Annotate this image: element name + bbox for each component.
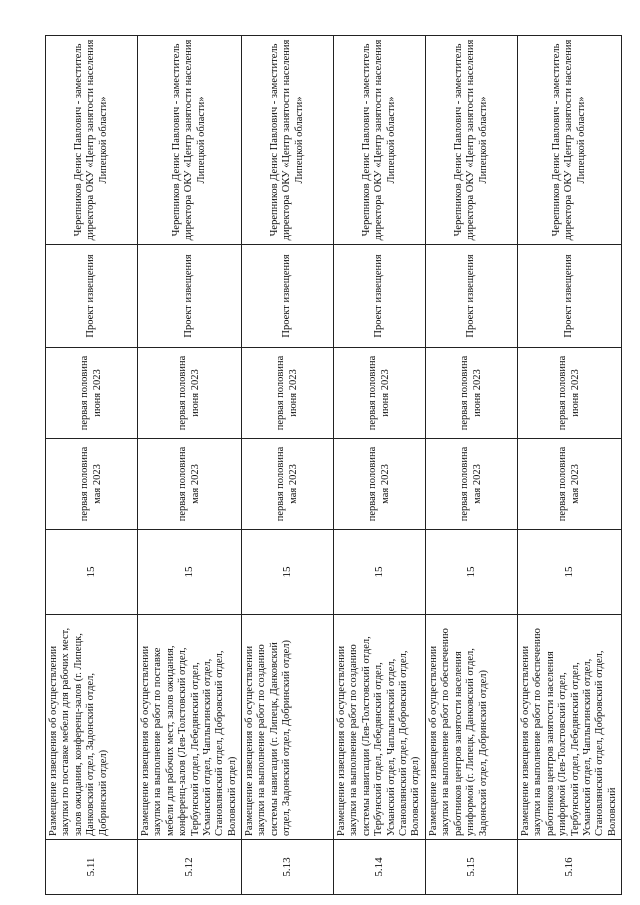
- table-row: [334, 36, 426, 895]
- row-start-date: первая половина мая 2023: [138, 439, 242, 530]
- row-quantity: 15: [46, 530, 138, 615]
- row-document: Проект извещения: [426, 245, 518, 348]
- table-row: [518, 36, 622, 895]
- row-end-date: первая половина июня 2023: [518, 348, 622, 439]
- row-start-date: первая половина мая 2023: [334, 439, 426, 530]
- row-quantity: 15: [518, 530, 622, 615]
- row-start-date: первая половина мая 2023: [426, 439, 518, 530]
- row-responsible: Черепников Денис Павлович - заместитель директора ОКУ «Центр занятости населения Липецкой области»: [334, 36, 426, 245]
- row-description: Размещение извещения об осуществлении закупки на выполнение работ по обеспечению работников центров занятости населения униформой (г. Липецк, Данковский отдел, Задонский отдел, Добринский отдел): [426, 615, 518, 840]
- row-document: Проект извещения: [242, 245, 334, 348]
- row-responsible: Черепников Денис Павлович - заместитель директора ОКУ «Центр занятости населения Липецкой области»: [426, 36, 518, 245]
- row-end-date: первая половина июня 2023: [46, 348, 138, 439]
- row-number: 5.12: [138, 840, 242, 895]
- row-number: 5.16: [518, 840, 622, 895]
- row-number: 5.14: [334, 840, 426, 895]
- row-start-date: первая половина мая 2023: [242, 439, 334, 530]
- row-description: Размещение извещения об осуществлении закупки на выполнение работ по поставке мебели для рабочих мест, залов ожидания, конференц-залов (Лев-Толстовский отдел, Тербунский отдел, Лебедянский отдел, Усманский отдел, Чаплыгинский отдел, Становлянский отдел, Добровский отдел, Воловский отдел): [138, 615, 242, 840]
- table-row: [46, 36, 138, 895]
- row-description: Размещение извещения об осуществлении закупки на выполнение работ по обеспечению работников центров занятости населения униформой (Лев-Толстовский отдел, Тербунский отдел, Лебедянский отдел, Усманский отдел, Чаплыгинский отдел, Становлянский отдел, Добровский отдел, Воловский: [518, 615, 622, 840]
- row-responsible: Черепников Денис Павлович - заместитель директора ОКУ «Центр занятости населения Липецкой области»: [518, 36, 622, 245]
- row-quantity: 15: [138, 530, 242, 615]
- row-start-date: первая половина мая 2023: [518, 439, 622, 530]
- row-description: Размещение извещения об осуществлении закупки на выполнение работ по созданию системы навигации (Лев-Толстовский отдел, Тербунский отдел, Лебедянский отдел, Усманский отдел, Чаплыгинский отдел, Становлянский отдел, Добровский отдел, Воловский отдел): [334, 615, 426, 840]
- row-responsible: Черепников Денис Павлович - заместитель директора ОКУ «Центр занятости населения Липецкой области»: [138, 36, 242, 245]
- row-number: 5.15: [426, 840, 518, 895]
- row-responsible: Черепников Денис Павлович - заместитель директора ОКУ «Центр занятости населения Липецкой области»: [46, 36, 138, 245]
- row-start-date: первая половина мая 2023: [46, 439, 138, 530]
- row-document: Проект извещения: [518, 245, 622, 348]
- row-number: 5.13: [242, 840, 334, 895]
- row-description: Размещение извещения об осуществлении закупки по поставке мебели для рабочих мест, залов ожидания, конференц-залов (г. Липецк, Данковский отдел, Задонский отдел, Добринский отдел): [46, 615, 138, 840]
- table-row: [242, 36, 334, 895]
- row-document: Проект извещения: [46, 245, 138, 348]
- row-description: Размещение извещения об осуществлении закупки на выполнение работ по созданию системы навигации (г. Липецк, Данковский отдел, Задонский отдел, Добринский отдел): [242, 615, 334, 840]
- document-page: [45, 35, 618, 895]
- row-quantity: 15: [242, 530, 334, 615]
- table-row: [426, 36, 518, 895]
- row-end-date: первая половина июня 2023: [426, 348, 518, 439]
- plan-table: [45, 35, 622, 895]
- table-row: [138, 36, 242, 895]
- row-quantity: 15: [426, 530, 518, 615]
- row-end-date: первая половина июня 2023: [138, 348, 242, 439]
- rotated-table-container: [45, 35, 618, 895]
- row-document: Проект извещения: [138, 245, 242, 348]
- row-number: 5.11: [46, 840, 138, 895]
- row-responsible: Черепников Денис Павлович - заместитель директора ОКУ «Центр занятости населения Липецкой области»: [242, 36, 334, 245]
- row-end-date: первая половина июня 2023: [334, 348, 426, 439]
- row-document: Проект извещения: [334, 245, 426, 348]
- row-end-date: первая половина июня 2023: [242, 348, 334, 439]
- row-quantity: 15: [334, 530, 426, 615]
